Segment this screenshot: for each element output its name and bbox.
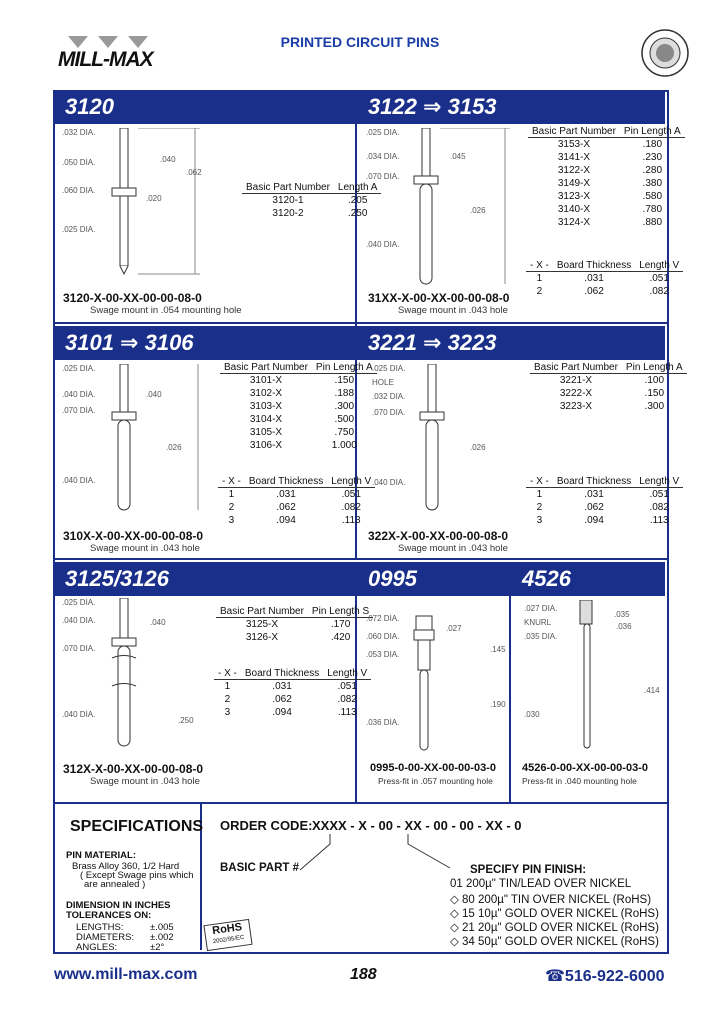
cell: 3140-X bbox=[557, 204, 591, 215]
cell: 3101-X bbox=[249, 375, 283, 386]
th: Pin Length S bbox=[308, 606, 373, 618]
cell: 2 bbox=[228, 502, 235, 513]
cell: 2 bbox=[536, 502, 543, 513]
tol-value: ±.005 bbox=[150, 922, 174, 933]
cell: .051 bbox=[649, 489, 669, 500]
cell: 3123-X bbox=[557, 191, 591, 202]
dim-4526-b: .027 DIA. bbox=[524, 604, 558, 613]
band-3101: 3101 ⇒ 3106 bbox=[55, 326, 360, 360]
th: Length A bbox=[334, 182, 381, 194]
cell: .113 bbox=[337, 707, 357, 718]
finish-title: SPECIFY PIN FINISH: bbox=[470, 864, 587, 876]
table-3221 bbox=[530, 362, 687, 413]
specifications-title: SPECIFICATIONS bbox=[70, 818, 204, 835]
cell: .170 bbox=[330, 619, 351, 630]
th: Board Thickness bbox=[553, 476, 635, 488]
th: - X - bbox=[526, 476, 553, 488]
dim-3101-a: .025 DIA. bbox=[62, 364, 96, 373]
table-row bbox=[526, 501, 683, 514]
table2-3221 bbox=[526, 476, 683, 527]
th: - X - bbox=[526, 260, 553, 272]
row-divider-1 bbox=[53, 322, 667, 324]
th: Pin Length A bbox=[622, 362, 687, 374]
table-row bbox=[528, 177, 685, 190]
cell: .062 bbox=[276, 502, 296, 513]
table-row bbox=[218, 514, 375, 527]
order-code-4526: 4526-0-00-XX-00-00-03-0 bbox=[522, 762, 648, 774]
table-row bbox=[220, 374, 377, 388]
dim-4526-a: .035 bbox=[614, 610, 630, 619]
cell: 3106-X bbox=[249, 440, 283, 451]
th: Length V bbox=[635, 476, 683, 488]
cell: .051 bbox=[649, 273, 669, 284]
table-row bbox=[528, 216, 685, 229]
cell: 3 bbox=[536, 515, 543, 526]
cell: .113 bbox=[341, 515, 361, 526]
dim-0995-b: .060 DIA. bbox=[366, 632, 400, 641]
cell: 3105-X bbox=[249, 427, 283, 438]
tol-label: ANGLES: bbox=[76, 942, 118, 953]
brand-text: MILL-MAX bbox=[58, 48, 153, 71]
pin-material-line: Brass Alloy 360, 1/2 Hard bbox=[72, 861, 180, 872]
dim-3125-d: .040 DIA. bbox=[62, 710, 96, 719]
cell: .051 bbox=[341, 489, 361, 500]
dim-3101-f: .026 bbox=[166, 443, 182, 452]
order-code-label: ORDER CODE: bbox=[220, 818, 313, 833]
dim-3101-c: .070 DIA. bbox=[62, 406, 96, 415]
table-row bbox=[530, 387, 687, 400]
dim-3120-b: .050 DIA. bbox=[62, 158, 96, 167]
seal-icon bbox=[640, 28, 690, 78]
cell: .082 bbox=[649, 502, 669, 513]
band-4526: 4526 bbox=[512, 562, 665, 596]
table-row bbox=[242, 207, 381, 220]
dimension-label: DIMENSION IN INCHES bbox=[66, 900, 171, 911]
cell: .205 bbox=[347, 195, 368, 206]
order-code-3221: 322X-X-00-XX-00-00-08-0 bbox=[368, 529, 509, 543]
dim-3120-d: .025 DIA. bbox=[62, 225, 96, 234]
table-3122 bbox=[528, 126, 685, 229]
cell: 3125-X bbox=[245, 619, 279, 630]
dim-3125-a: .025 DIA. bbox=[62, 598, 96, 607]
dim-3122-a: .025 DIA. bbox=[366, 128, 400, 137]
dim-4526-e: .030 bbox=[524, 710, 540, 719]
cell: .300 bbox=[334, 401, 355, 412]
precision-seal bbox=[640, 28, 690, 78]
note-3101: Swage mount in .043 hole bbox=[90, 543, 200, 554]
table-body bbox=[526, 488, 683, 528]
dim-3125-b: .040 DIA. bbox=[62, 616, 96, 625]
cell: 3126-X bbox=[245, 632, 279, 643]
dim-3221-d: .070 DIA. bbox=[372, 408, 406, 417]
th: Board Thickness bbox=[245, 476, 327, 488]
dim-3120-g: .020 bbox=[146, 194, 162, 203]
cell: .750 bbox=[334, 427, 355, 438]
th: Basic Part Number bbox=[220, 362, 312, 374]
order-code-3122: 31XX-X-00-XX-00-00-08-0 bbox=[368, 291, 510, 305]
cell: 3 bbox=[224, 707, 231, 718]
dim-3221-a: .025 DIA. bbox=[372, 364, 406, 373]
dim-0995-e: .027 bbox=[446, 624, 462, 633]
cell: 3223-X bbox=[559, 401, 593, 412]
note-3120: Swage mount in .054 mounting hole bbox=[90, 305, 242, 316]
row-divider-2 bbox=[53, 558, 667, 560]
th: Basic Part Number bbox=[242, 182, 334, 194]
table-3120 bbox=[242, 182, 381, 220]
cell: .580 bbox=[642, 191, 663, 202]
cell: .150 bbox=[334, 375, 355, 386]
table-3101 bbox=[220, 362, 377, 452]
table-body bbox=[530, 374, 687, 414]
dim-0995-f: .145 bbox=[490, 645, 506, 654]
cell: 1 bbox=[224, 681, 231, 692]
table-body bbox=[526, 272, 683, 299]
finish-option: ◇ 15 10µ" GOLD OVER NICKEL (RoHS) bbox=[450, 908, 659, 920]
cell: 1 bbox=[536, 273, 543, 284]
cell: .031 bbox=[272, 681, 292, 692]
dim-3122-f: .026 bbox=[470, 206, 486, 215]
table-body bbox=[220, 374, 377, 453]
cell: 3221-X bbox=[559, 375, 593, 386]
cell: 3141-X bbox=[557, 152, 591, 163]
cell: .880 bbox=[642, 217, 663, 228]
cell: 2 bbox=[536, 286, 543, 297]
finish-option: ◇ 34 50µ" GOLD OVER NICKEL (RoHS) bbox=[450, 936, 659, 948]
cell: .113 bbox=[649, 515, 669, 526]
cell: .180 bbox=[642, 139, 663, 150]
table-body bbox=[214, 680, 371, 720]
table-row bbox=[218, 501, 375, 514]
band-3221: 3221 ⇒ 3223 bbox=[358, 326, 665, 360]
table-row bbox=[530, 400, 687, 413]
cell: .300 bbox=[644, 401, 665, 412]
cell: .230 bbox=[642, 152, 663, 163]
dim-3122-e: .045 bbox=[450, 152, 466, 161]
cell: .031 bbox=[276, 489, 296, 500]
th: Pin Length A bbox=[312, 362, 377, 374]
tol-value: ±.002 bbox=[150, 932, 174, 943]
table-body bbox=[218, 488, 375, 528]
th: Basic Part Number bbox=[530, 362, 622, 374]
dim-3221-f: .026 bbox=[470, 443, 486, 452]
cell: .031 bbox=[584, 273, 604, 284]
pin-drawing-3120 bbox=[90, 128, 210, 288]
dim-3120-e: .040 bbox=[160, 155, 176, 164]
table-row bbox=[526, 272, 683, 286]
cell: 1 bbox=[536, 489, 543, 500]
cell: 3120-1 bbox=[272, 195, 304, 206]
table-row bbox=[220, 413, 377, 426]
finish-option: ◇ 80 200µ" TIN OVER NICKEL (RoHS) bbox=[450, 894, 652, 906]
column-divider-4 bbox=[509, 562, 511, 802]
dim-4526-c: .035 DIA. bbox=[524, 632, 558, 641]
footer-phone: ☎516-922-6000 bbox=[545, 968, 665, 985]
dim-3221-c: .032 DIA. bbox=[372, 392, 406, 401]
page-title: PRINTED CIRCUIT PINS bbox=[280, 34, 440, 50]
table2-3122 bbox=[526, 260, 683, 298]
cell: 3153-X bbox=[557, 139, 591, 150]
cell: 1.000 bbox=[331, 440, 357, 451]
dim-4526-g: KNURL bbox=[524, 618, 552, 627]
table-body bbox=[528, 138, 685, 230]
order-code-3120: 3120-X-00-XX-00-00-08-0 bbox=[63, 291, 202, 305]
tol-label: DIAMETERS: bbox=[76, 932, 135, 943]
note-3221: Swage mount in .043 hole bbox=[398, 543, 508, 554]
cell: .500 bbox=[334, 414, 355, 425]
table-row bbox=[528, 203, 685, 216]
cell: .094 bbox=[272, 707, 292, 718]
basic-part-label: BASIC PART # bbox=[220, 862, 300, 874]
rohs-sub: 2002/95/EC bbox=[212, 934, 245, 946]
pin-drawing-3221 bbox=[406, 364, 526, 524]
cell: .082 bbox=[649, 286, 669, 297]
cell: .380 bbox=[642, 178, 663, 189]
tolerance-label: TOLERANCES ON: bbox=[66, 910, 152, 921]
dim-3221-b: HOLE bbox=[372, 378, 394, 387]
pin-material-line: are annealed ) bbox=[84, 879, 146, 890]
cell: .082 bbox=[341, 502, 361, 513]
dim-3120-a: .032 DIA. bbox=[62, 128, 96, 137]
order-code-3101: 310X-X-00-XX-00-00-08-0 bbox=[63, 529, 204, 543]
th: Length V bbox=[635, 260, 683, 272]
table2-3125 bbox=[214, 668, 371, 719]
dim-3120-c: .060 DIA. bbox=[62, 186, 96, 195]
order-code-3125: 312X-X-00-XX-00-00-08-0 bbox=[63, 762, 204, 776]
dim-0995-d: .036 DIA. bbox=[366, 718, 400, 727]
band-3120: 3120 bbox=[55, 90, 360, 124]
pin-drawing-3101 bbox=[98, 364, 218, 524]
table-3125 bbox=[216, 606, 373, 644]
cell: 3102-X bbox=[249, 388, 283, 399]
band-3125: 3125/3126 bbox=[55, 562, 360, 596]
band-0995: 0995 bbox=[358, 562, 518, 596]
order-code-pattern: XXXX - X - 00 - XX - 00 - 00 - XX - 0 bbox=[312, 818, 522, 833]
table-row bbox=[526, 285, 683, 298]
tol-value: ±2° bbox=[150, 942, 165, 953]
pin-material-line: ( Except Swage pins which bbox=[80, 870, 194, 881]
table-row bbox=[220, 387, 377, 400]
cell: 3149-X bbox=[557, 178, 591, 189]
cell: .082 bbox=[337, 694, 357, 705]
footer-url[interactable]: www.mill-max.com bbox=[54, 966, 198, 983]
table-row bbox=[242, 194, 381, 208]
table-body bbox=[216, 618, 373, 645]
cell: .188 bbox=[334, 388, 355, 399]
table-row bbox=[214, 693, 371, 706]
note-0995: Press-fit in .057 mounting hole bbox=[378, 776, 493, 786]
table-row bbox=[528, 190, 685, 203]
cell: 2 bbox=[224, 694, 231, 705]
th: Pin Length A bbox=[620, 126, 685, 138]
finish-option: ◇ 21 20µ" GOLD OVER NICKEL (RoHS) bbox=[450, 922, 659, 934]
finish-option: 01 200µ" TIN/LEAD OVER NICKEL bbox=[450, 878, 632, 890]
dim-3122-d: .040 DIA. bbox=[366, 240, 400, 249]
dim-3221-e: .040 DIA. bbox=[372, 478, 406, 487]
cell: 3 bbox=[228, 515, 235, 526]
cell: .150 bbox=[644, 388, 665, 399]
dim-3101-d: .040 DIA. bbox=[62, 476, 96, 485]
th: Board Thickness bbox=[553, 260, 635, 272]
rohs-label: RoHS bbox=[211, 921, 243, 938]
cell: .062 bbox=[584, 286, 604, 297]
cell: .250 bbox=[347, 208, 368, 219]
dim-0995-g: .190 bbox=[490, 700, 506, 709]
table-row bbox=[528, 151, 685, 164]
table-row bbox=[218, 488, 375, 502]
th: Length V bbox=[323, 668, 371, 680]
cell: .094 bbox=[584, 515, 604, 526]
table-row bbox=[220, 400, 377, 413]
dim-4526-d: .036 bbox=[616, 622, 632, 631]
cell: .100 bbox=[644, 375, 665, 386]
page-number: 188 bbox=[350, 966, 377, 983]
cell: .780 bbox=[642, 204, 663, 215]
cell: 3104-X bbox=[249, 414, 283, 425]
cell: 3124-X bbox=[557, 217, 591, 228]
th: Basic Part Number bbox=[528, 126, 620, 138]
order-code-0995: 0995-0-00-XX-00-00-03-0 bbox=[370, 762, 496, 774]
dim-3125-f: .250 bbox=[178, 716, 194, 725]
dim-0995-a: .072 DIA. bbox=[366, 614, 400, 623]
table-row bbox=[214, 680, 371, 694]
th: - X - bbox=[214, 668, 241, 680]
cell: .062 bbox=[272, 694, 292, 705]
table-row bbox=[530, 374, 687, 388]
table-row bbox=[214, 706, 371, 719]
cell: .051 bbox=[337, 681, 357, 692]
cell: 1 bbox=[228, 489, 235, 500]
dim-4526-f: .414 bbox=[644, 686, 660, 695]
cell: 3103-X bbox=[249, 401, 283, 412]
table-row bbox=[528, 138, 685, 152]
dim-0995-c: .053 DIA. bbox=[366, 650, 400, 659]
table-row bbox=[526, 514, 683, 527]
table-row bbox=[220, 426, 377, 439]
pin-material-label: PIN MATERIAL: bbox=[66, 850, 137, 861]
th: Length V bbox=[327, 476, 375, 488]
note-3122: Swage mount in .043 hole bbox=[398, 305, 508, 316]
band-3122: 3122 ⇒ 3153 bbox=[358, 90, 665, 124]
dim-3101-e: .040 bbox=[146, 390, 162, 399]
dim-3122-c: .070 DIA. bbox=[366, 172, 400, 181]
dim-3125-c: .070 DIA. bbox=[62, 644, 96, 653]
dim-3101-b: .040 DIA. bbox=[62, 390, 96, 399]
cell: .031 bbox=[584, 489, 604, 500]
table2-3101 bbox=[218, 476, 375, 527]
table-row bbox=[526, 488, 683, 502]
cell: .094 bbox=[276, 515, 296, 526]
row-divider-3 bbox=[53, 802, 667, 804]
note-4526: Press-fit in .040 mounting hole bbox=[522, 776, 637, 786]
th: Basic Part Number bbox=[216, 606, 308, 618]
cell: 3120-2 bbox=[272, 208, 304, 219]
cell: 3222-X bbox=[559, 388, 593, 399]
tol-label: LENGTHS: bbox=[76, 922, 124, 933]
note-3125: Swage mount in .043 hole bbox=[90, 776, 200, 787]
table-row bbox=[528, 164, 685, 177]
cell: .062 bbox=[584, 502, 604, 513]
table-row bbox=[216, 631, 373, 644]
cell: .420 bbox=[330, 632, 351, 643]
cell: .280 bbox=[642, 165, 663, 176]
dim-3122-b: .034 DIA. bbox=[366, 152, 400, 161]
table-row bbox=[220, 439, 377, 452]
dim-3120-f: .062 bbox=[186, 168, 202, 177]
th: Board Thickness bbox=[241, 668, 323, 680]
cell: 3122-X bbox=[557, 165, 591, 176]
table-row bbox=[216, 618, 373, 632]
dim-3125-e: .040 bbox=[150, 618, 166, 627]
th: - X - bbox=[218, 476, 245, 488]
